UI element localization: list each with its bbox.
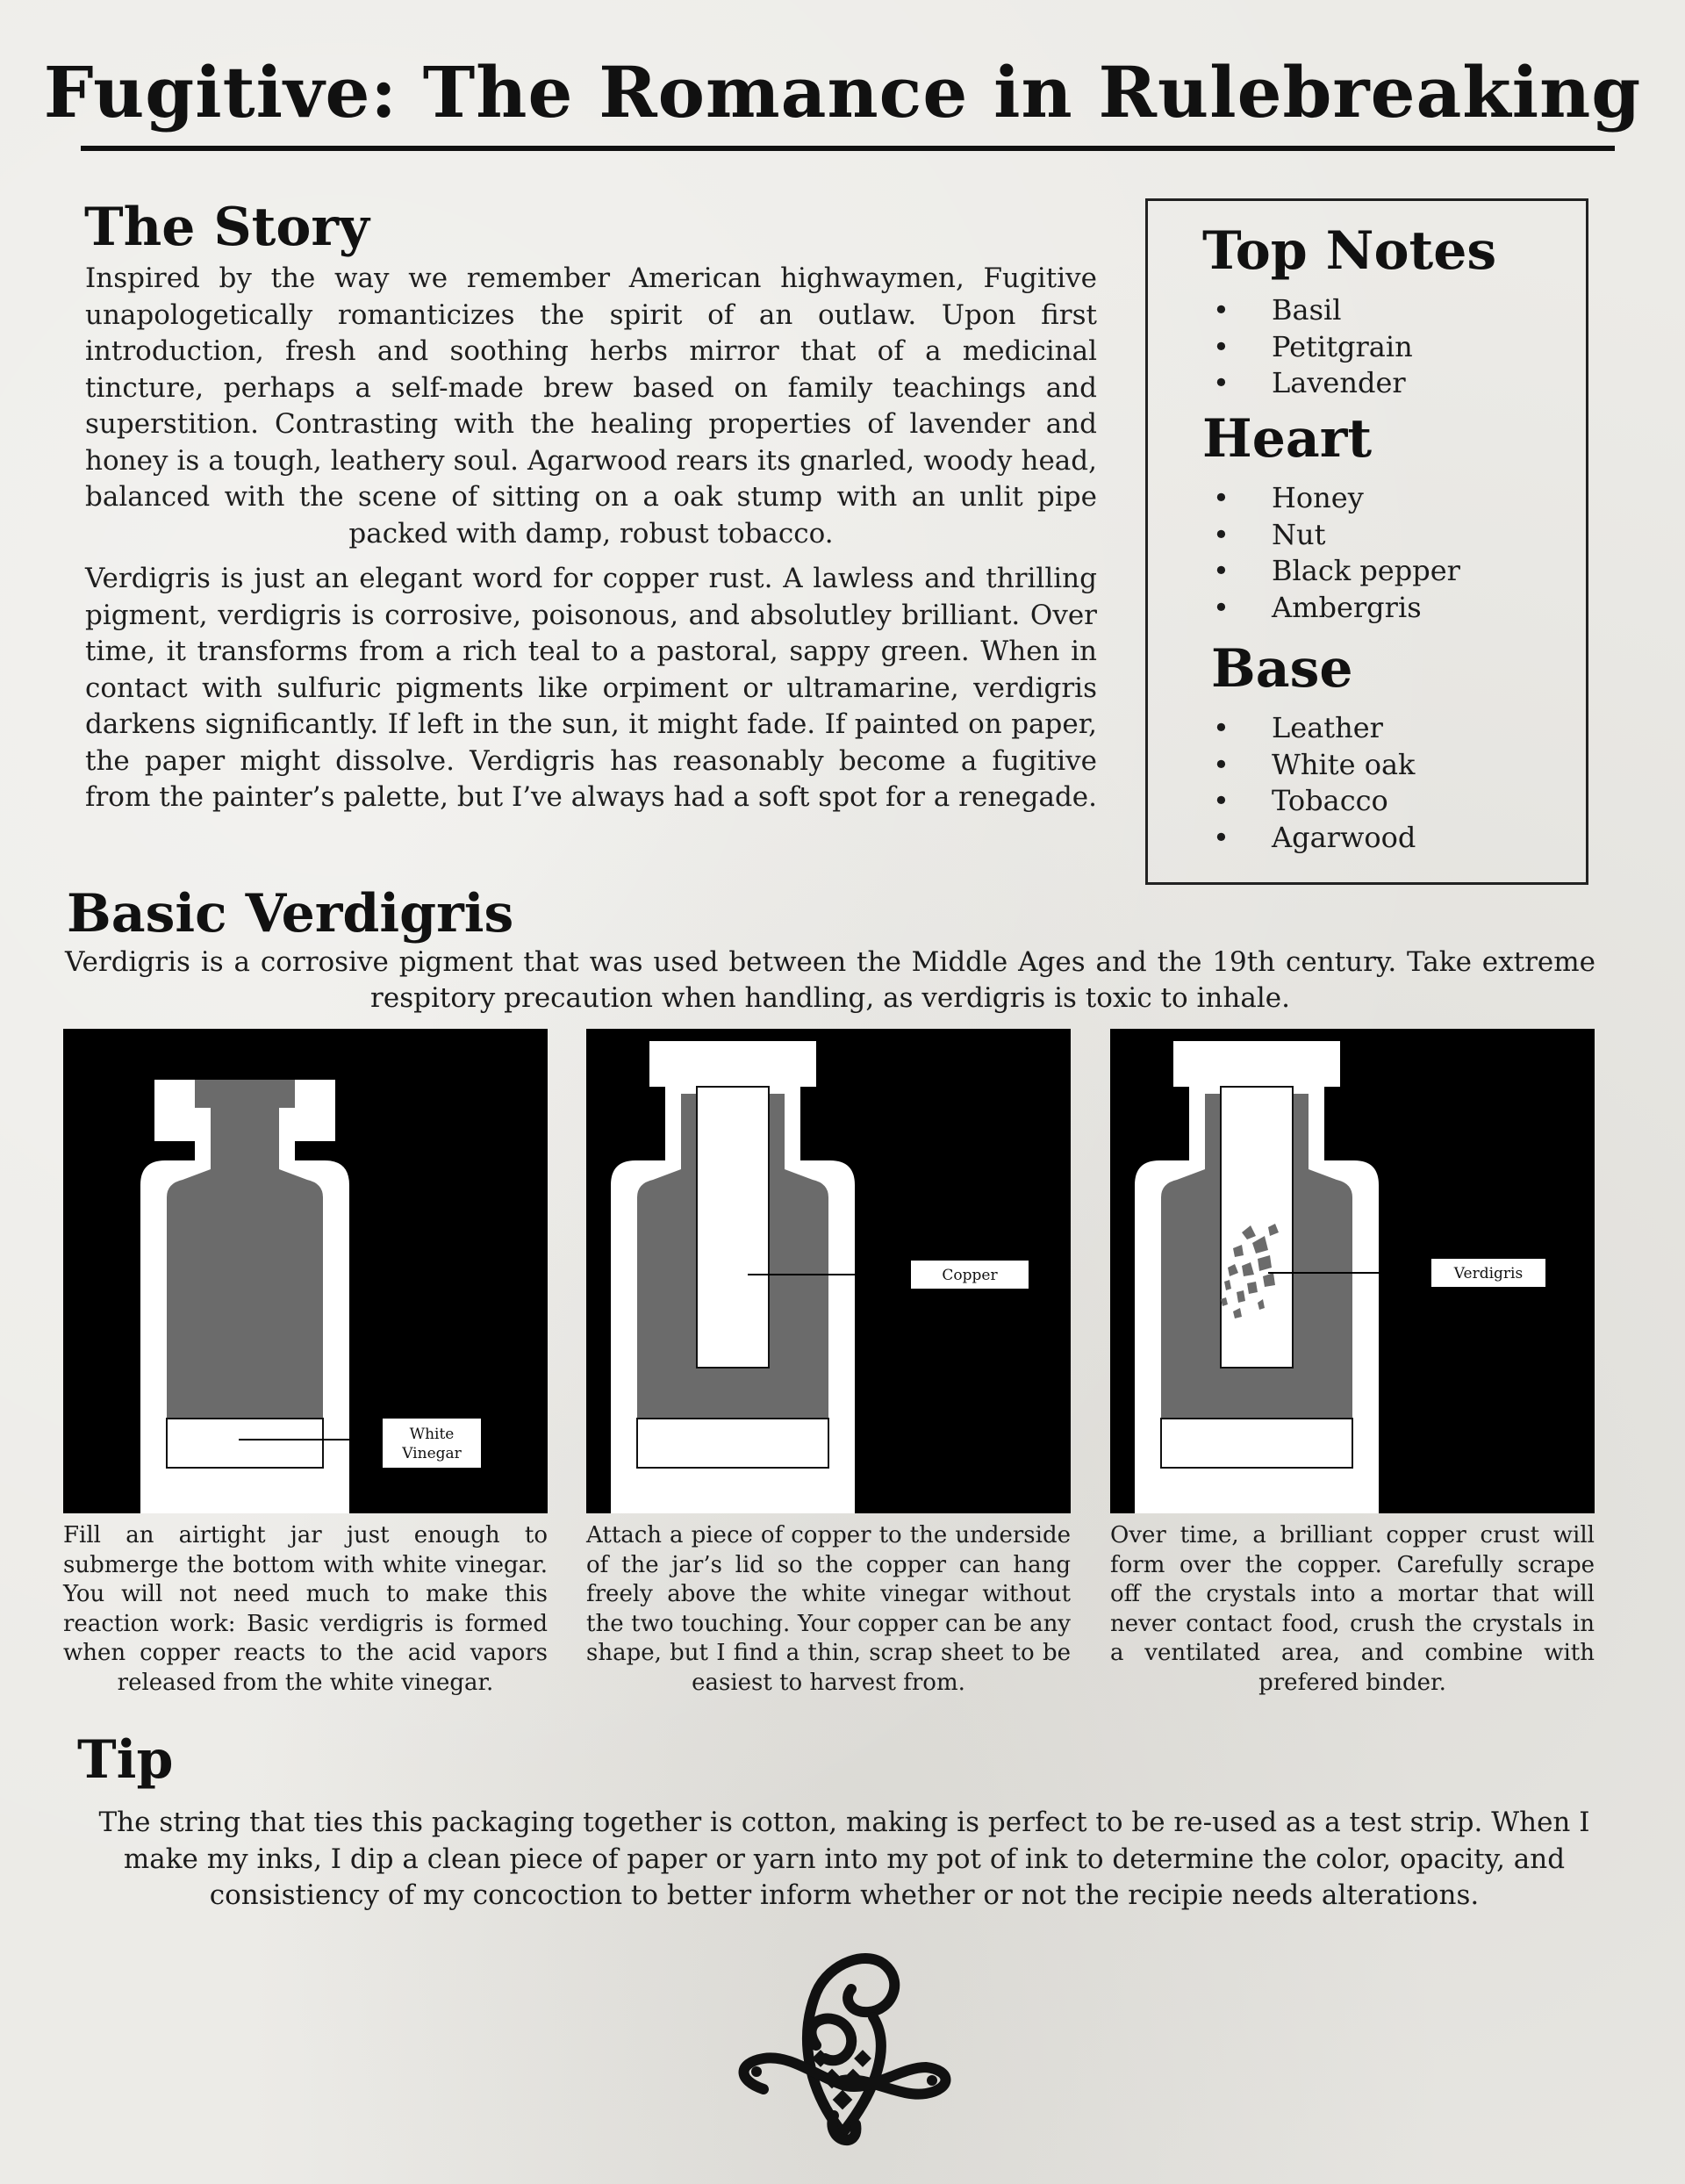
list-item: • Black pepper [1213,553,1460,590]
title-underline [81,146,1615,151]
list-item: • Lavender [1213,365,1413,402]
verdigris-heading: Basic Verdigris [67,883,514,945]
top-notes-list [1213,292,1413,402]
base-heading: Base [1211,638,1353,700]
copper-label: Copper [942,1267,998,1284]
notes-box [1145,198,1588,885]
base-list [1213,710,1416,856]
jar-verdigris-illustration [1110,1029,1595,1513]
list-item: • White oak [1213,747,1416,784]
top-notes-heading: Top Notes [1202,220,1497,282]
list-item: • Ambergris [1213,590,1460,627]
list-item: • Basil [1213,292,1413,329]
step-2-caption: Attach a piece of copper to the underside of the jar’s lid so the copper can hang freely above the white vinegar without the two touching. Your copper can be any shape, but I find a thin, scrap sheet to be easiest to harvest from. [586,1522,1071,1696]
tip-text: The string that ties this packaging together is cotton, making is perfect to be re-used as a test strip. When I make my inks, I dip a clean piece of paper or yarn into my pot of ink to determine the color, opacity, and consistiency of my concoction to better inform whether or not the recipie needs alterations. [98,1807,1590,1911]
list-item: • Petitgrain [1213,329,1413,366]
step-1-caption: Fill an airtight jar just enough to submerge the bottom with white vinegar. You will not need much to make this reaction work: Basic verdigris is formed when copper reacts to the acid vapors released from the white vinegar. [63,1522,548,1696]
tip-heading: Tip [77,1729,174,1791]
list-item: • Tobacco [1213,783,1416,820]
knot-ornament-icon [702,1914,983,2177]
jar-vinegar-illustration [63,1029,548,1513]
list-item: • Honey [1213,480,1460,517]
list-item: • Agarwood [1213,820,1416,857]
list-item: • Nut [1213,517,1460,554]
story-heading: The Story [84,197,369,258]
verdigris-label: Verdigris [1453,1265,1524,1282]
list-item: • Leather [1213,710,1416,747]
white-vinegar-label: White [409,1426,455,1443]
heart-list [1213,480,1460,626]
white-vinegar-label-line2: Vinegar [402,1445,462,1462]
story-paragraph-1: Inspired by the way we remember American highwaymen, Fugitive unapologetically romanticizes the spirit of an outlaw. Upon first introduction, fresh and soothing herbs mirror that of a medicinal tincture, perhaps a self-made brew based on family teachings and superstition. Contrasting with the healing properties of lavender and honey is a tough, leathery soul. Agarwood rears its gnarled, woody head, balanced with the scene of sitting on a oak stump with an unlit pipe packed with damp, robust tobacco. [85,262,1097,550]
heart-heading: Heart [1202,408,1373,470]
story-paragraph-2: Verdigris is just an elegant word for copper rust. A lawless and thrilling pigment, verdigris is corrosive, poisonous, and absolutley brilliant. Over time, it transforms from a rich teal to a pastoral, sappy green. When in contact with sulfuric pigments like orpiment or ultramarine, verdigris darkens significantly. If left in the sun, it might fade. If painted on paper, the paper might dissolve. Verdigris has reasonably become a fugitive from the painter’s palette, but I’ve always had a soft spot for a renegade. [85,563,1098,813]
step-3-caption: Over time, a brilliant copper crust will form over the copper. Carefully scrape off the crystals into a mortar that will never contact food, crush the crystals in a ventilated area, and combine with prefered binder. [1110,1522,1595,1696]
verdigris-intro: Verdigris is a corrosive pigment that was used between the Middle Ages and the 19th century. Take extreme respitory precaution when handling, as verdigris is toxic to inhale. [65,946,1595,1014]
jar-copper-illustration [586,1029,1071,1513]
page-title: Fugitive: The Romance in Rulebreaking [43,51,1642,133]
